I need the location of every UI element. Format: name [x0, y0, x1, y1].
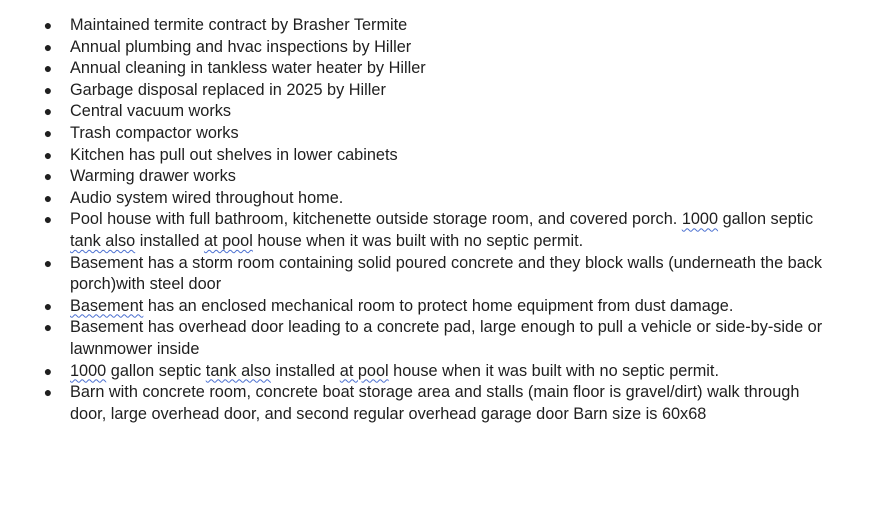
- bullet-icon: ●: [43, 168, 53, 185]
- text-segment: installed: [270, 361, 340, 380]
- list-item: [0, 188, 840, 210]
- list-item: [0, 166, 840, 188]
- list-item: [0, 80, 840, 102]
- spellcheck-flagged-word[interactable]: tank also: [205, 361, 271, 380]
- text-segment: Pool house with full bathroom, kitchenette outside storage room, and covered porch.: [70, 210, 682, 229]
- list-item: [0, 209, 840, 252]
- list-item: [0, 382, 840, 425]
- list-item-text[interactable]: [70, 58, 840, 80]
- list-item: [0, 317, 840, 360]
- bullet-icon: ●: [43, 254, 53, 271]
- bullet-icon: ●: [43, 38, 53, 55]
- list-item-text[interactable]: [70, 123, 840, 145]
- text-segment: gallon septic: [718, 210, 814, 229]
- list-item-text[interactable]: [70, 209, 840, 252]
- list-item: [0, 58, 840, 80]
- text-segment: Annual plumbing and hvac inspections by Hiller: [70, 37, 412, 56]
- text-segment: Garbage disposal replaced in 2025 by Hiller: [70, 80, 386, 99]
- list-item: [0, 15, 840, 37]
- list-item: [0, 37, 840, 59]
- list-item-text[interactable]: [70, 15, 840, 37]
- text-segment: has an enclosed mechanical room to protect home equipment from dust damage.: [143, 296, 734, 315]
- list-item-text[interactable]: [70, 382, 840, 425]
- list-item: [0, 101, 840, 123]
- list-item: [0, 123, 840, 145]
- list-item-text[interactable]: [70, 361, 840, 383]
- text-segment: house when it was built with no septic permit.: [252, 231, 584, 250]
- spellcheck-flagged-word[interactable]: at pool: [203, 231, 253, 250]
- list-item-text[interactable]: [70, 296, 840, 318]
- list-item-text[interactable]: [70, 80, 840, 102]
- text-segment: Annual cleaning in tankless water heater by Hiller: [70, 59, 426, 78]
- spellcheck-flagged-word[interactable]: Basement: [70, 296, 144, 315]
- text-segment: Central vacuum works: [70, 102, 232, 121]
- spellcheck-flagged-word[interactable]: tank also: [70, 231, 136, 250]
- bullet-icon: ●: [43, 384, 53, 401]
- bullet-icon: ●: [43, 211, 53, 228]
- bullet-icon: ●: [43, 60, 53, 77]
- list-item: [0, 145, 840, 167]
- bullet-icon: ●: [43, 81, 53, 98]
- list-item-text[interactable]: [70, 253, 840, 296]
- text-segment: Maintained termite contract by Brasher Termite: [70, 16, 408, 34]
- spellcheck-flagged-word[interactable]: 1000: [681, 210, 719, 229]
- bullet-icon: ●: [43, 146, 53, 163]
- bullet-icon: ●: [43, 319, 53, 336]
- text-segment: installed: [135, 231, 204, 250]
- bullet-icon: ●: [43, 124, 53, 141]
- bullet-icon: ●: [43, 103, 53, 120]
- list-item-text[interactable]: [70, 37, 840, 59]
- list-item-text[interactable]: [70, 188, 840, 210]
- text-segment: Audio system wired throughout home.: [70, 188, 344, 207]
- list-item-text[interactable]: [70, 166, 840, 188]
- list-item: [0, 296, 840, 318]
- text-segment: Basement has overhead door leading to a concrete pad, large enough to pull a vehicle or side-by-side or lawnmower inside: [70, 318, 823, 358]
- list-item-text[interactable]: [70, 317, 840, 360]
- list-item-text[interactable]: [70, 145, 840, 167]
- bullet-icon: ●: [43, 362, 53, 379]
- bullet-icon: ●: [43, 297, 53, 314]
- list-item: [0, 253, 840, 296]
- text-segment: Basement has a storm room containing solid poured concrete and they block walls (underneath the back porch)with steel door: [70, 253, 823, 294]
- list-item: [0, 361, 840, 383]
- text-segment: gallon septic: [106, 361, 206, 380]
- bullet-icon: ●: [43, 189, 53, 206]
- text-segment: Kitchen has pull out shelves in lower cabinets: [70, 145, 398, 164]
- text-segment: Trash compactor works: [70, 123, 239, 142]
- text-segment: Barn with concrete room, concrete boat storage area and stalls (main floor is gravel/dirt) walk through door, large overhead door, and second regular overhead garage door Barn size is 60x68: [70, 383, 800, 423]
- text-segment: house when it was built with no septic permit.: [388, 361, 719, 380]
- spellcheck-flagged-word[interactable]: 1000: [70, 361, 107, 380]
- bullet-list: [0, 15, 876, 425]
- spellcheck-flagged-word[interactable]: at pool: [339, 361, 389, 380]
- list-item-text[interactable]: [70, 101, 840, 123]
- text-segment: Warming drawer works: [70, 167, 236, 186]
- bullet-icon: ●: [43, 17, 53, 33]
